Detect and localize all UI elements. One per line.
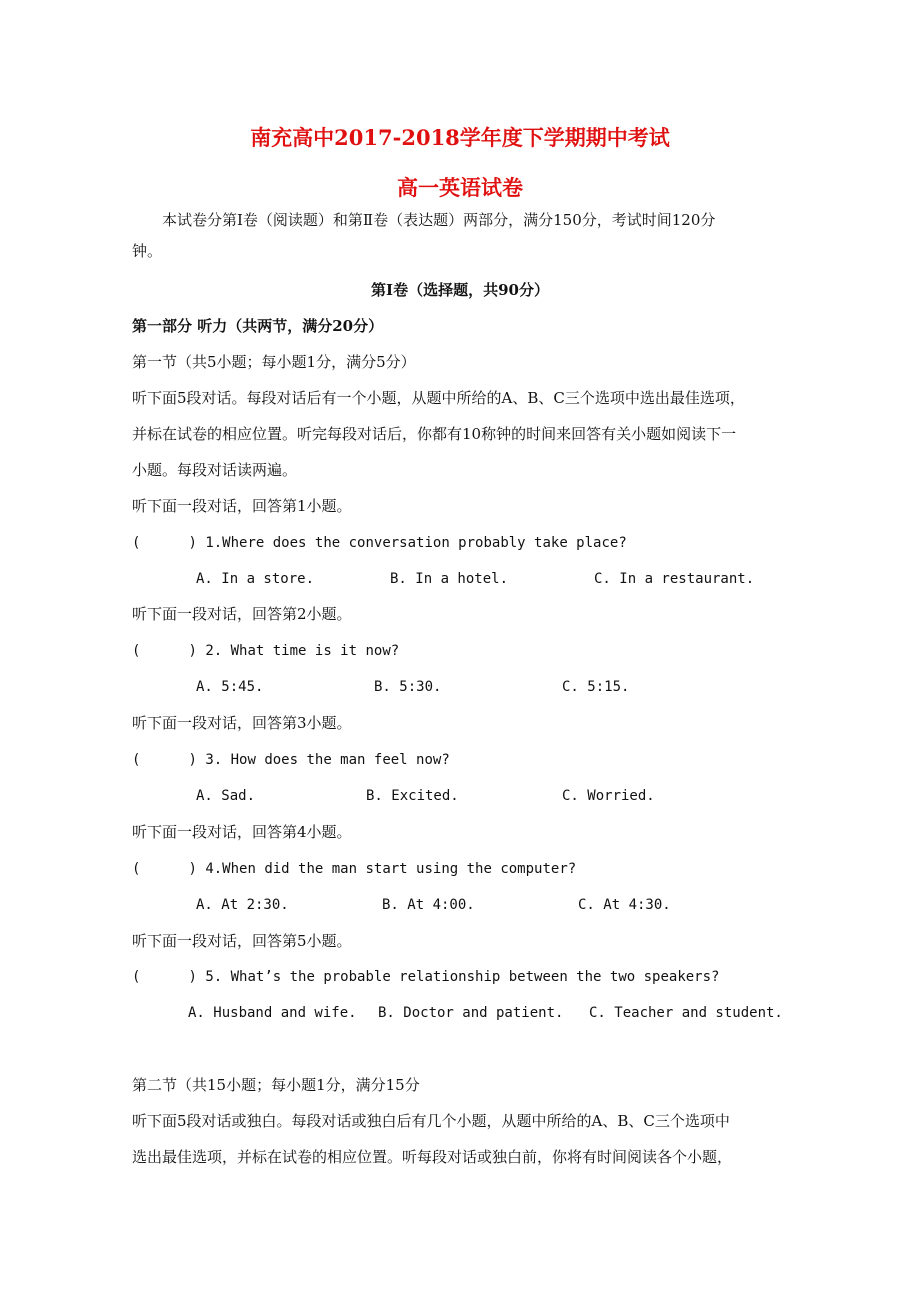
section-2-instruction-line-2: 选出最佳选项，并标在试卷的相应位置。听每段对话或独白前，你将有时间阅读各个小题，: [132, 1148, 733, 1166]
option-c: C. 5:15.: [562, 679, 630, 695]
answer-paren-open: (: [132, 861, 141, 877]
exam-subtitle: 高一英语试卷: [397, 175, 523, 200]
option-b: B. In a hotel.: [390, 571, 509, 587]
part-1-heading: 第一部分 听力（共两节，满分20分）: [132, 317, 384, 335]
question-stem-line: [132, 641, 399, 661]
answer-paren-open: (: [132, 969, 141, 985]
answer-paren-close: ): [188, 535, 197, 551]
option-a: A. Husband and wife.: [188, 1005, 357, 1021]
option-a: A. Sad.: [196, 788, 256, 804]
answer-paren-close: ): [188, 861, 197, 877]
question-stem: 5. What’s the probable relationship between the two speakers?: [205, 969, 720, 985]
question-stem-line: [132, 859, 576, 879]
option-b: B. Excited.: [366, 788, 459, 804]
question-prompt: 听下面一段对话，回答第2小题。: [132, 605, 352, 623]
option-a: A. At 2:30.: [196, 897, 289, 913]
question-stem-line: [132, 533, 627, 553]
answer-paren-open: (: [132, 752, 141, 768]
sub-section-1-heading: 第一节（共5小题；每小题1分，满分5分）: [132, 353, 416, 371]
question-stem: 1.Where does the conversation probably take place?: [205, 535, 627, 551]
section-2-instruction-line-1: 听下面5段对话或独白。每段对话或独白后有几个小题，从题中所给的A、B、C三个选项中: [132, 1112, 730, 1130]
option-c: C. Teacher and student.: [589, 1005, 783, 1021]
answer-paren-open: (: [132, 535, 141, 551]
question-prompt: 听下面一段对话，回答第5小题。: [132, 932, 352, 950]
option-b: B. 5:30.: [374, 679, 442, 695]
intro-line-2: 钟。: [132, 242, 163, 260]
option-c: C. Worried.: [562, 788, 655, 804]
question-stem-line: [132, 967, 719, 987]
question-stem: 4.When did the man start using the computer?: [205, 861, 577, 877]
option-c: C. In a restaurant.: [594, 571, 755, 587]
question-prompt: 听下面一段对话，回答第3小题。: [132, 714, 352, 732]
instruction-line-2: 并标在试卷的相应位置。听完每段对话后，你都有10称钟的时间来回答有关小题如阅读下一: [132, 425, 737, 443]
exam-title: 南充高中2017-2018学年度下学期期中考试: [250, 125, 670, 150]
option-b: B. Doctor and patient.: [378, 1005, 564, 1021]
answer-paren-close: ): [188, 643, 197, 659]
sub-section-2-heading: 第二节（共15小题；每小题1分，满分15分: [132, 1076, 420, 1094]
question-stem: 2. What time is it now?: [205, 643, 400, 659]
option-b: B. At 4:00.: [382, 897, 475, 913]
question-prompt: 听下面一段对话，回答第1小题。: [132, 497, 352, 515]
question-stem: 3. How does the man feel now?: [205, 752, 450, 768]
option-a: A. 5:45.: [196, 679, 264, 695]
answer-paren-close: ): [188, 752, 197, 768]
answer-paren-open: (: [132, 643, 141, 659]
section-1-heading: 第Ⅰ卷（选择题，共90分）: [371, 281, 549, 299]
option-a: A. In a store.: [196, 571, 315, 587]
question-prompt: 听下面一段对话，回答第4小题。: [132, 823, 352, 841]
instruction-line-3: 小题。每段对话读两遍。: [132, 461, 298, 479]
question-stem-line: [132, 750, 450, 770]
option-c: C. At 4:30.: [578, 897, 671, 913]
instruction-line-1: 听下面5段对话。每段对话后有一个小题，从题中所给的A、B、C三个选项中选出最佳选项，: [132, 389, 745, 407]
answer-paren-close: ): [188, 969, 197, 985]
intro-line-1: 本试卷分第Ⅰ卷（阅读题）和第Ⅱ卷（表达题）两部分，满分150分，考试时间120分: [162, 211, 716, 229]
